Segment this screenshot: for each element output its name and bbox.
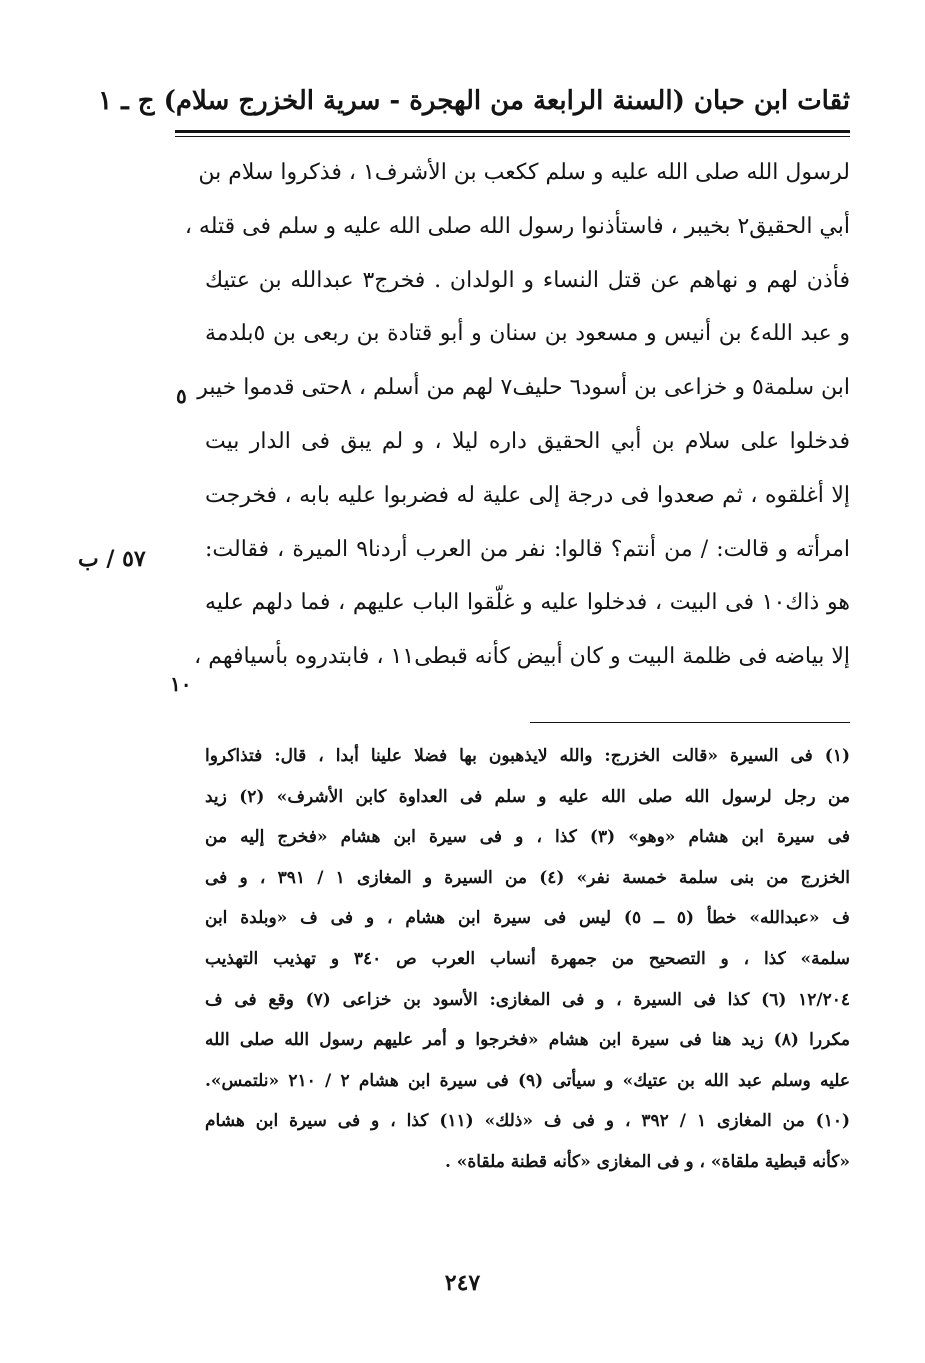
header-rule-thick — [175, 130, 850, 133]
page-number: ٢٤٧ — [444, 1270, 481, 1296]
body-line: إلا بياضه فى ظلمة البيت و كان أبيض كأنه قبطى١١ ، فابتدروه بأسيافهم ، — [194, 644, 850, 670]
footnote-separator — [530, 722, 850, 723]
body-line: لرسول الله صلى الله عليه و سلم ككعب بن الأشرف١ ، فذكروا سلام بن — [198, 160, 850, 185]
footnotes — [205, 736, 850, 1183]
footnote-line: (١٠) من المغازى ١ / ٣٩٢ ، و فى ف «ذلك» (١١) كذا ، و فى سيرة ابن هشام — [205, 1111, 851, 1132]
footnote-line: عليه وسلم عبد الله بن عتيك» و سيأتى (٩) فى سيرة ابن هشام ٢ / ٢١٠ «نلتمس». — [205, 1070, 851, 1091]
running-header: ثقات ابن حبان (السنة الرابعة من الهجرة - سرية الخزرج سلام) ج ـ ١ — [98, 86, 850, 116]
footnote-line: ١٢/٢٠٤ (٦) كذا فى السيرة ، و فى المغازى: الأسود بن خزاعى (٧) وقع فى ف — [205, 989, 851, 1010]
line-number-10: ١٠ — [170, 672, 192, 696]
body-line: فدخلوا على سلام بن أبي الحقيق داره ليلا ، و لم يبق فى الدار بيت — [205, 428, 850, 454]
footnote-line: سلمة» كذا ، و التصحيح من جمهرة أنساب العرب ص ٣٤٠ و تهذيب التهذيب — [205, 948, 850, 969]
body-line: امرأته و قالت: / من أنتم؟ قالوا: نفر من العرب أردنا٩ الميرة ، فقالت: — [205, 536, 850, 562]
footnote-line: مكررا (٨) زيد هنا فى سيرة ابن هشام «فخرجوا و أمر عليهم رسول الله صلى الله — [205, 1030, 850, 1051]
header-rule-thin — [175, 136, 850, 137]
body-line: أبي الحقيق٢ بخيبر ، فاستأذنوا رسول الله صلى الله عليه و سلم فى قتله ، — [184, 213, 850, 239]
footnote-line: (١) فى السيرة «قالت الخزرج: والله لايذهبون بها فضلا علينا أبدا ، قال: فتذاكروا — [205, 746, 850, 766]
footnote-line: «كأنه قبطية ملقاة» ، و فى المغازى «كأنه قطنة ملقاة» . — [444, 1151, 850, 1172]
footnote-line: فى سيرة ابن هشام «وهو» (٣) كذا ، و فى سيرة ابن هشام «فخرج إليه من — [205, 827, 851, 848]
footnote-line: ف «عبدالله» خطأ (٥ ــ ٥) ليس فى سيرة ابن هشام ، و فى ف «وبلدة ابن — [205, 908, 850, 929]
body-line: فأذن لهم و نهاهم عن قتل النساء و الولدان . فخرج٣ عبدالله بن عتيك — [205, 267, 850, 293]
line-number-5: ٥ — [176, 384, 187, 408]
body-line: هو ذاك١٠ فى البيت ، فدخلوا عليه و غلّقوا الباب عليهم ، فما دلهم عليه — [205, 590, 850, 616]
body-line: ابن سلمة٥ و خزاعى بن أسود٦ حليف٧ لهم من أسلم ، ٨حتى قدموا خيبر — [197, 375, 850, 401]
body-line: إلا أغلقوه ، ثم صعدوا فى درجة إلى علية له فضربوا عليه بابه ، فخرجت — [205, 482, 851, 508]
footnote-line: الخزرج من بنى سلمة خمسة نفر» (٤) من السيرة و المغازى ١ / ٣٩١ ، و فى — [205, 867, 851, 888]
manuscript-folio-reference: ٥٧ / ب — [78, 546, 146, 572]
footnote-line: من رجل لرسول الله صلى الله عليه و سلم فى العداوة كابن الأشرف» (٢) زيد — [205, 786, 850, 807]
main-text — [184, 146, 851, 684]
body-line: و عبد الله٤ بن أنيس و مسعود بن سنان و أبو قتادة بن ربعى بن ٥بلدمة — [205, 321, 850, 347]
